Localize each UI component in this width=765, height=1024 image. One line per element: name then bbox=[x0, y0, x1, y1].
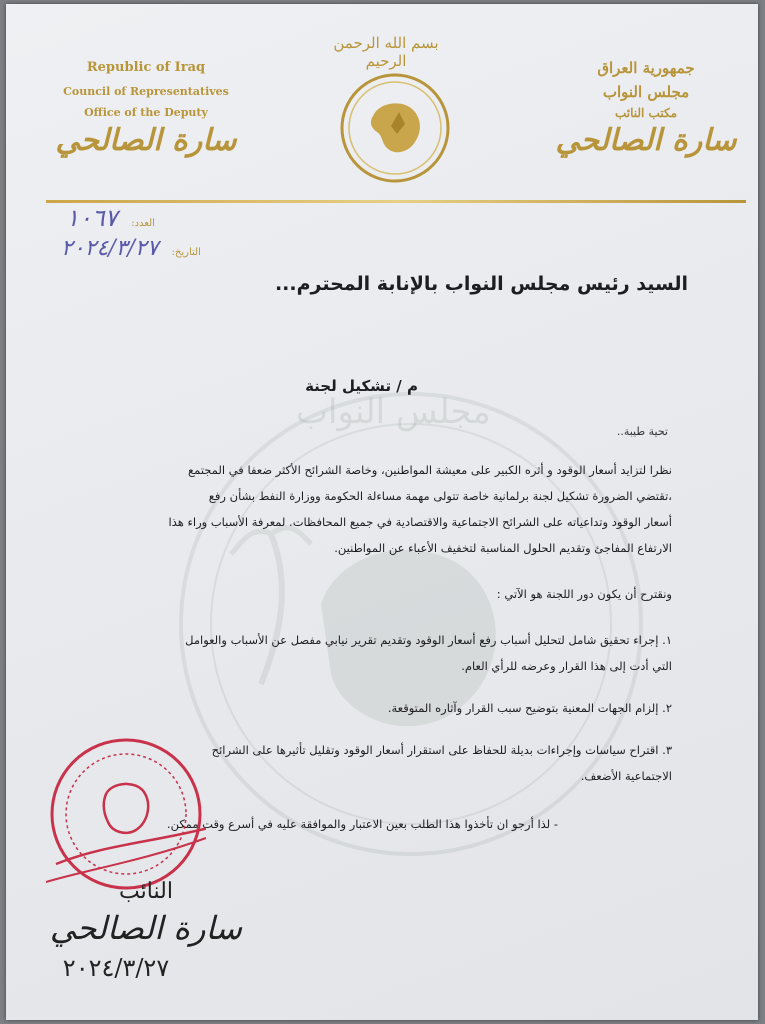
item-1-line-2: التي أدت إلى هذا القرار وعرضه للرأي العام. bbox=[461, 659, 672, 673]
letter-sheet bbox=[6, 4, 758, 1020]
paragraph-line-1: نظرا لتزايد أسعار الوقود و أثره الكبير على معيشة المواطنين، وخاصة الشرائح الأكثر ضعفا في المجتمع bbox=[188, 463, 672, 477]
official-stamp-icon bbox=[46, 734, 206, 894]
signature-title: النائب bbox=[119, 879, 173, 904]
header-left bbox=[46, 56, 246, 160]
item-1-line-1: ١. إجراء تحقيق شامل لتحليل أسباب رفع أسعار الوقود وتقديم تقرير نيابي مفصل عن الأسباب والعوامل bbox=[185, 633, 672, 647]
item-3-line-2: الاجتماعية الأضعف. bbox=[580, 769, 672, 783]
committee-intro: ونقترح أن يكون دور اللجنة هو الآتي : bbox=[496, 587, 672, 601]
iraq-emblem-icon bbox=[339, 72, 451, 184]
header-left-line1: Republic of Iraq bbox=[86, 60, 206, 75]
signature-date: ٢٠٢٤/٣/٢٧ bbox=[62, 954, 170, 982]
addressee: السيد رئيس مجلس النواب بالإنابة المحترم... bbox=[274, 273, 688, 295]
header-right-name: سارة الصالحي bbox=[555, 123, 737, 158]
item-2-line-1: ٢. إلزام الجهات المعنية بتوضيح سبب القرار وآثاره المتوقعة. bbox=[387, 701, 672, 715]
subject: م / تشكيل لجنة bbox=[305, 377, 418, 395]
paragraph-line-4: الارتفاع المفاجئ وتقديم الحلول المناسبة لتخفيف الأعباء عن المواطنين. bbox=[334, 541, 672, 555]
reference-date bbox=[61, 236, 201, 261]
paragraph-line-2: ،تقتضي الضرورة تشكيل لجنة برلمانية خاصة تتولى مهمة مساءلة الحكومة ووزارة النفط بشأن رفع bbox=[208, 489, 672, 503]
closing-line: - لذا أرجو ان تأخذوا هذا الطلب بعين الاعتبار والموافقة عليه في أسرع وقت ممكن. bbox=[166, 817, 558, 831]
paragraph-line-3: أسعار الوقود وتداعياته على الشرائح الاجتماعية والاقتصادية في جميع المحافظات. لمعرفة الأسباب وراء هذا bbox=[168, 515, 672, 529]
reference-number-label: العدد: bbox=[131, 218, 155, 229]
signature-name: سارة الصالحي bbox=[49, 909, 243, 947]
header-left-name: سارة الصالحي bbox=[55, 123, 237, 158]
greeting: تحية طيبة.. bbox=[616, 425, 668, 438]
header-right-line2: مجلس النواب bbox=[602, 83, 690, 101]
watermark-text: مجلس النواب bbox=[296, 392, 491, 432]
header-right-line3: مكتب النائب bbox=[614, 106, 678, 120]
basmala: بسم الله الرحمن الرحيم bbox=[333, 34, 439, 70]
reference-number-value: ١٠٦٧ bbox=[66, 204, 118, 232]
watermark-seal-icon bbox=[171, 384, 651, 864]
header-left-line2: Council of Representatives bbox=[63, 85, 229, 98]
header-divider bbox=[46, 200, 746, 203]
item-3-line-1: ٣. اقتراح سياسات وإجراءات بديلة للحفاظ على استقرار أسعار الوقود وتقليل تأثيرها على الشرائح bbox=[211, 743, 672, 757]
header-right-line1: جمهورية العراق bbox=[597, 59, 695, 77]
header-right bbox=[551, 56, 741, 160]
header-left-line3: Office of the Deputy bbox=[84, 106, 208, 119]
reference-date-value: ٢٠٢٤/٣/٢٧ bbox=[61, 236, 159, 261]
reference-number bbox=[66, 204, 155, 232]
reference-date-label: التاريخ: bbox=[171, 247, 201, 258]
